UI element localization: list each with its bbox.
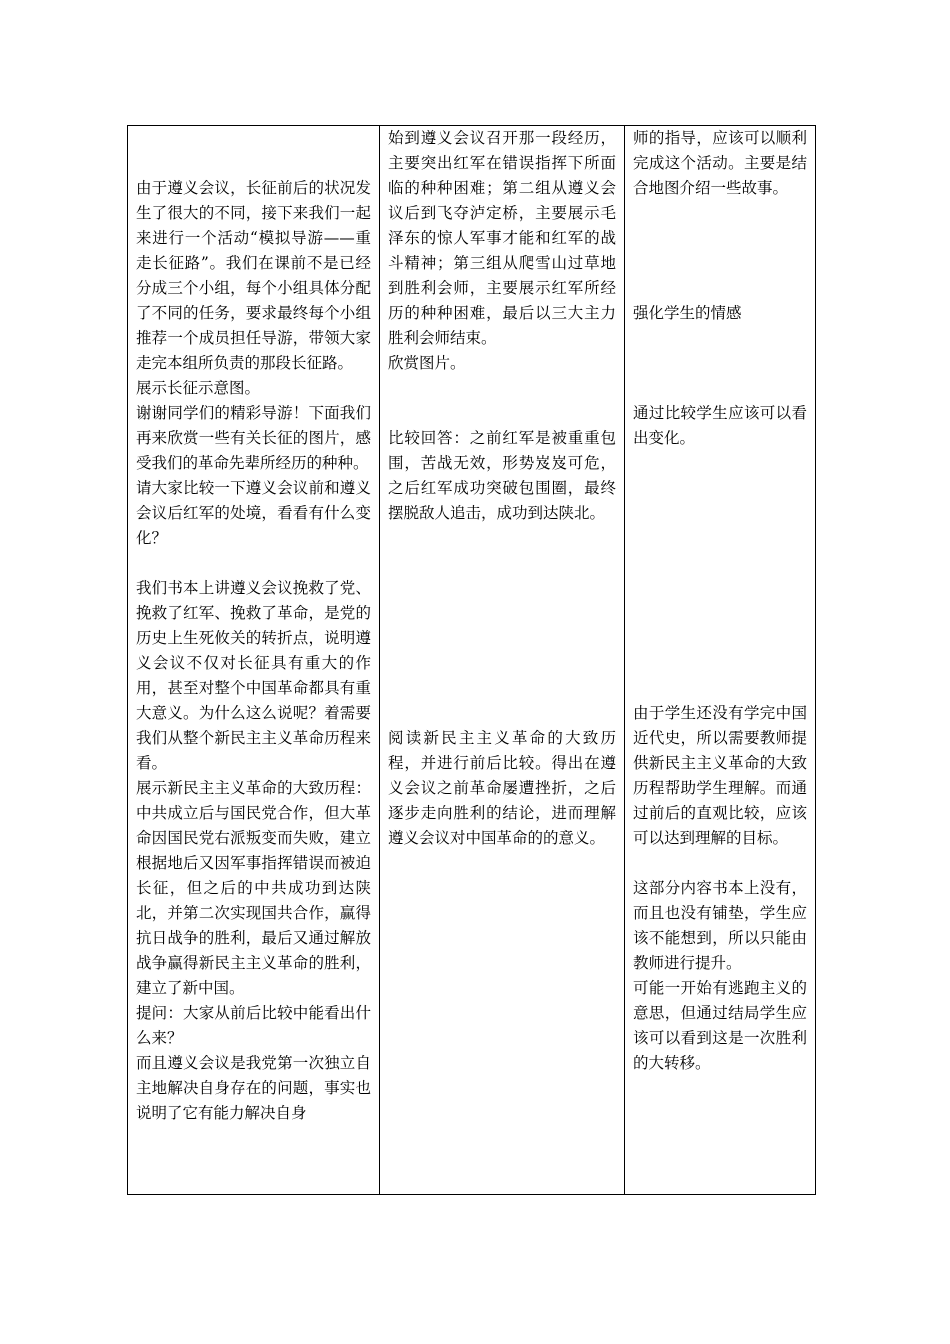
col2-paragraph-1: 始到遵义会议召开那一段经历，主要突出红军在错误指挥下所面临的种种困难；第二组从遵义会议后到飞夺泸定桥，主要展示毛泽东的惊人军事才能和红军的战斗精神；第三组从爬雪山过草地到胜利会师，主要展示红军所经历的种种困难，最后以三大主力胜利会师结束。 (388, 129, 616, 347)
col3-paragraph-5: 这部分内容书本上没有，而且也没有铺垫，学生应该不能想到，所以只能由教师进行提升。 (633, 879, 807, 972)
design-intent-cell (625, 126, 816, 1195)
col2-paragraph-4: 阅读新民主主义革命的大致历程，并进行前后比较。得出在遵义会议之前革命屡遭挫折，之后逐步走向胜利的结论，进而理解遵义会议对中国革命的的意义。 (388, 729, 616, 847)
col3-paragraph-1: 师的指导，应该可以顺利完成这个活动。主要是结合地图介绍一些故事。 (633, 129, 807, 197)
col3-paragraph-6: 可能一开始有逃跑主义的意思，但通过结局学生应该可以看到这是一次胜利的大转移。 (633, 979, 807, 1072)
col3-paragraph-2: 强化学生的情感 (633, 304, 742, 322)
lesson-plan-table (127, 125, 816, 1195)
col1-paragraph-4: 请大家比较一下遵义会议前和遵义会议后红军的处境，看看有什么变化？ (136, 479, 371, 547)
col2-paragraph-2: 欣赏图片。 (388, 354, 466, 372)
teacher-activity-cell (128, 126, 380, 1195)
student-activity-cell (380, 126, 625, 1195)
col1-paragraph-1: 由于遵义会议，长征前后的状况发生了很大的不同，接下来我们一起来进行一个活动“模拟导游——重走长征路”。我们在课前不是已经分成三个小组，每个小组具体分配了不同的任务，要求最终每个小组推荐一个成员担任导游，带领大家走完本组所负责的那段长征路。 (136, 179, 371, 372)
col2-paragraph-3: 比较回答：之前红军是被重重包围，苦战无效，形势岌岌可危，之后红军成功突破包围圈，最终摆脱敌人追击，成功到达陕北。 (388, 429, 616, 522)
col1-paragraph-8: 而且遵义会议是我党第一次独立自主地解决自身存在的问题，事实也说明了它有能力解决自身 (136, 1054, 371, 1122)
col1-paragraph-6: 展示新民主主义革命的大致历程：中共成立后与国民党合作，但大革命因国民党右派叛变而失败，建立根据地后又因军事指挥错误而被迫长征，但之后的中共成功到达陕北，并第二次实现国共合作，赢得抗日战争的胜利，最后又通过解放战争赢得新民主主义革命的胜利，建立了新中国。 (136, 779, 371, 997)
col3-paragraph-4: 由于学生还没有学完中国近代史，所以需要教师提供新民主主义革命的大致历程帮助学生理解。而通过前后的直观比较，应该可以达到理解的目标。 (633, 704, 807, 847)
col1-paragraph-3: 谢谢同学们的精彩导游！下面我们再来欣赏一些有关长征的图片，感受我们的革命先辈所经历的种种。 (136, 404, 371, 472)
col3-paragraph-3: 通过比较学生应该可以看出变化。 (633, 404, 807, 447)
col1-paragraph-7: 提问：大家从前后比较中能看出什么来？ (136, 1004, 371, 1047)
col1-paragraph-2: 展示长征示意图。 (136, 379, 261, 397)
table-row (128, 126, 816, 1195)
col1-paragraph-5: 我们书本上讲遵义会议挽救了党、挽救了红军、挽救了革命，是党的历史上生死攸关的转折点，说明遵义会议不仅对长征具有重大的作用，甚至对整个中国革命都具有重大意义。为什么这么说呢？着需要我们从整个新民主主义革命历程来看。 (136, 579, 371, 772)
